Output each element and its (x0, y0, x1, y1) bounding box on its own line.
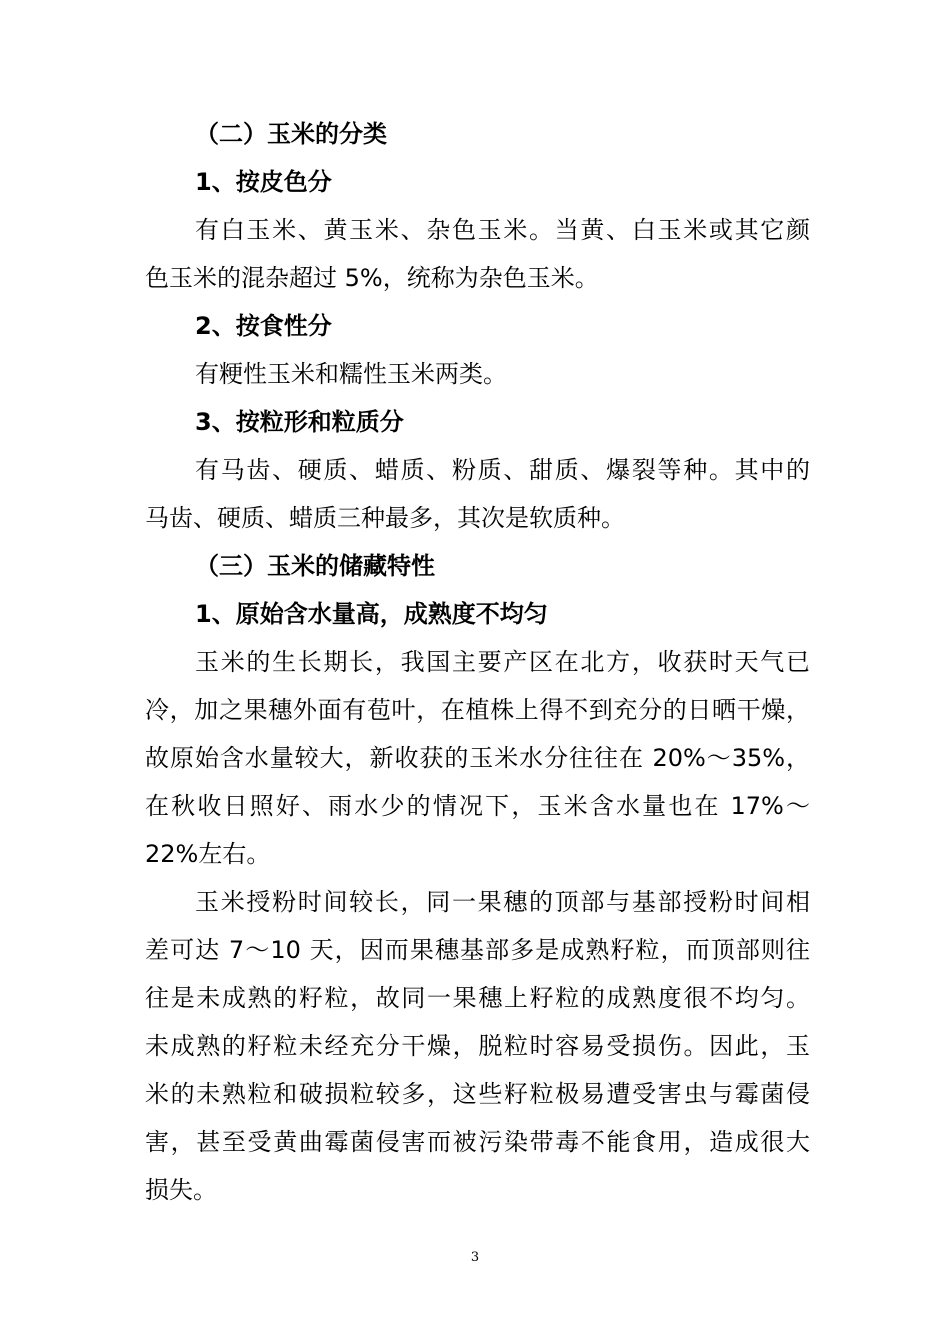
section-heading: 3、按粒形和粒质分 (195, 408, 404, 436)
text-line: 故原始含水量较大，新收获的玉米水分往往在 20%～35%， (145, 744, 810, 772)
text-line: 米的未熟粒和破损粒较多，这些籽粒极易遭受害虫与霉菌侵 (145, 1080, 810, 1108)
text-line: 玉米授粉时间较长，同一果穗的顶部与基部授粉时间相 (195, 888, 810, 916)
text-line: 色玉米的混杂超过 5%，统称为杂色玉米。 (145, 264, 599, 292)
document-body (145, 110, 810, 1214)
text-line: 未成熟的籽粒未经充分干燥，脱粒时容易受损伤。因此，玉 (145, 1032, 810, 1060)
section-heading: 2、按食性分 (195, 312, 332, 340)
text-line: 冷，加之果穗外面有苞叶，在植株上得不到充分的日晒干燥， (145, 696, 810, 724)
text-line: 往是未成熟的籽粒，故同一果穗上籽粒的成熟度很不均匀。 (145, 984, 810, 1012)
text-line: 有粳性玉米和糯性玉米两类。 (195, 360, 507, 388)
text-line: 在秋收日照好、雨水少的情况下，玉米含水量也在 17%～ (145, 792, 810, 820)
text-line: 22%左右。 (145, 840, 271, 868)
text-line: 有马齿、硬质、蜡质、粉质、甜质、爆裂等种。其中的 (195, 456, 810, 484)
text-line: 玉米的生长期长，我国主要产区在北方，收获时天气已 (195, 648, 810, 676)
text-line: 损失。 (145, 1176, 217, 1204)
section-heading: 1、原始含水量高，成熟度不均匀 (195, 600, 548, 628)
page-number: 3 (470, 1250, 480, 1265)
section-heading: 1、按皮色分 (195, 168, 332, 196)
section-heading: （二）玉米的分类 (195, 120, 387, 148)
text-line: 有白玉米、黄玉米、杂色玉米。当黄、白玉米或其它颜 (195, 216, 810, 244)
text-line: 害，甚至受黄曲霉菌侵害而被污染带毒不能食用，造成很大 (145, 1128, 810, 1156)
text-line: 差可达 7～10 天，因而果穗基部多是成熟籽粒，而顶部则往 (145, 936, 810, 964)
text-line: 马齿、硬质、蜡质三种最多，其次是软质种。 (145, 504, 625, 532)
section-heading: （三）玉米的储藏特性 (195, 552, 435, 580)
